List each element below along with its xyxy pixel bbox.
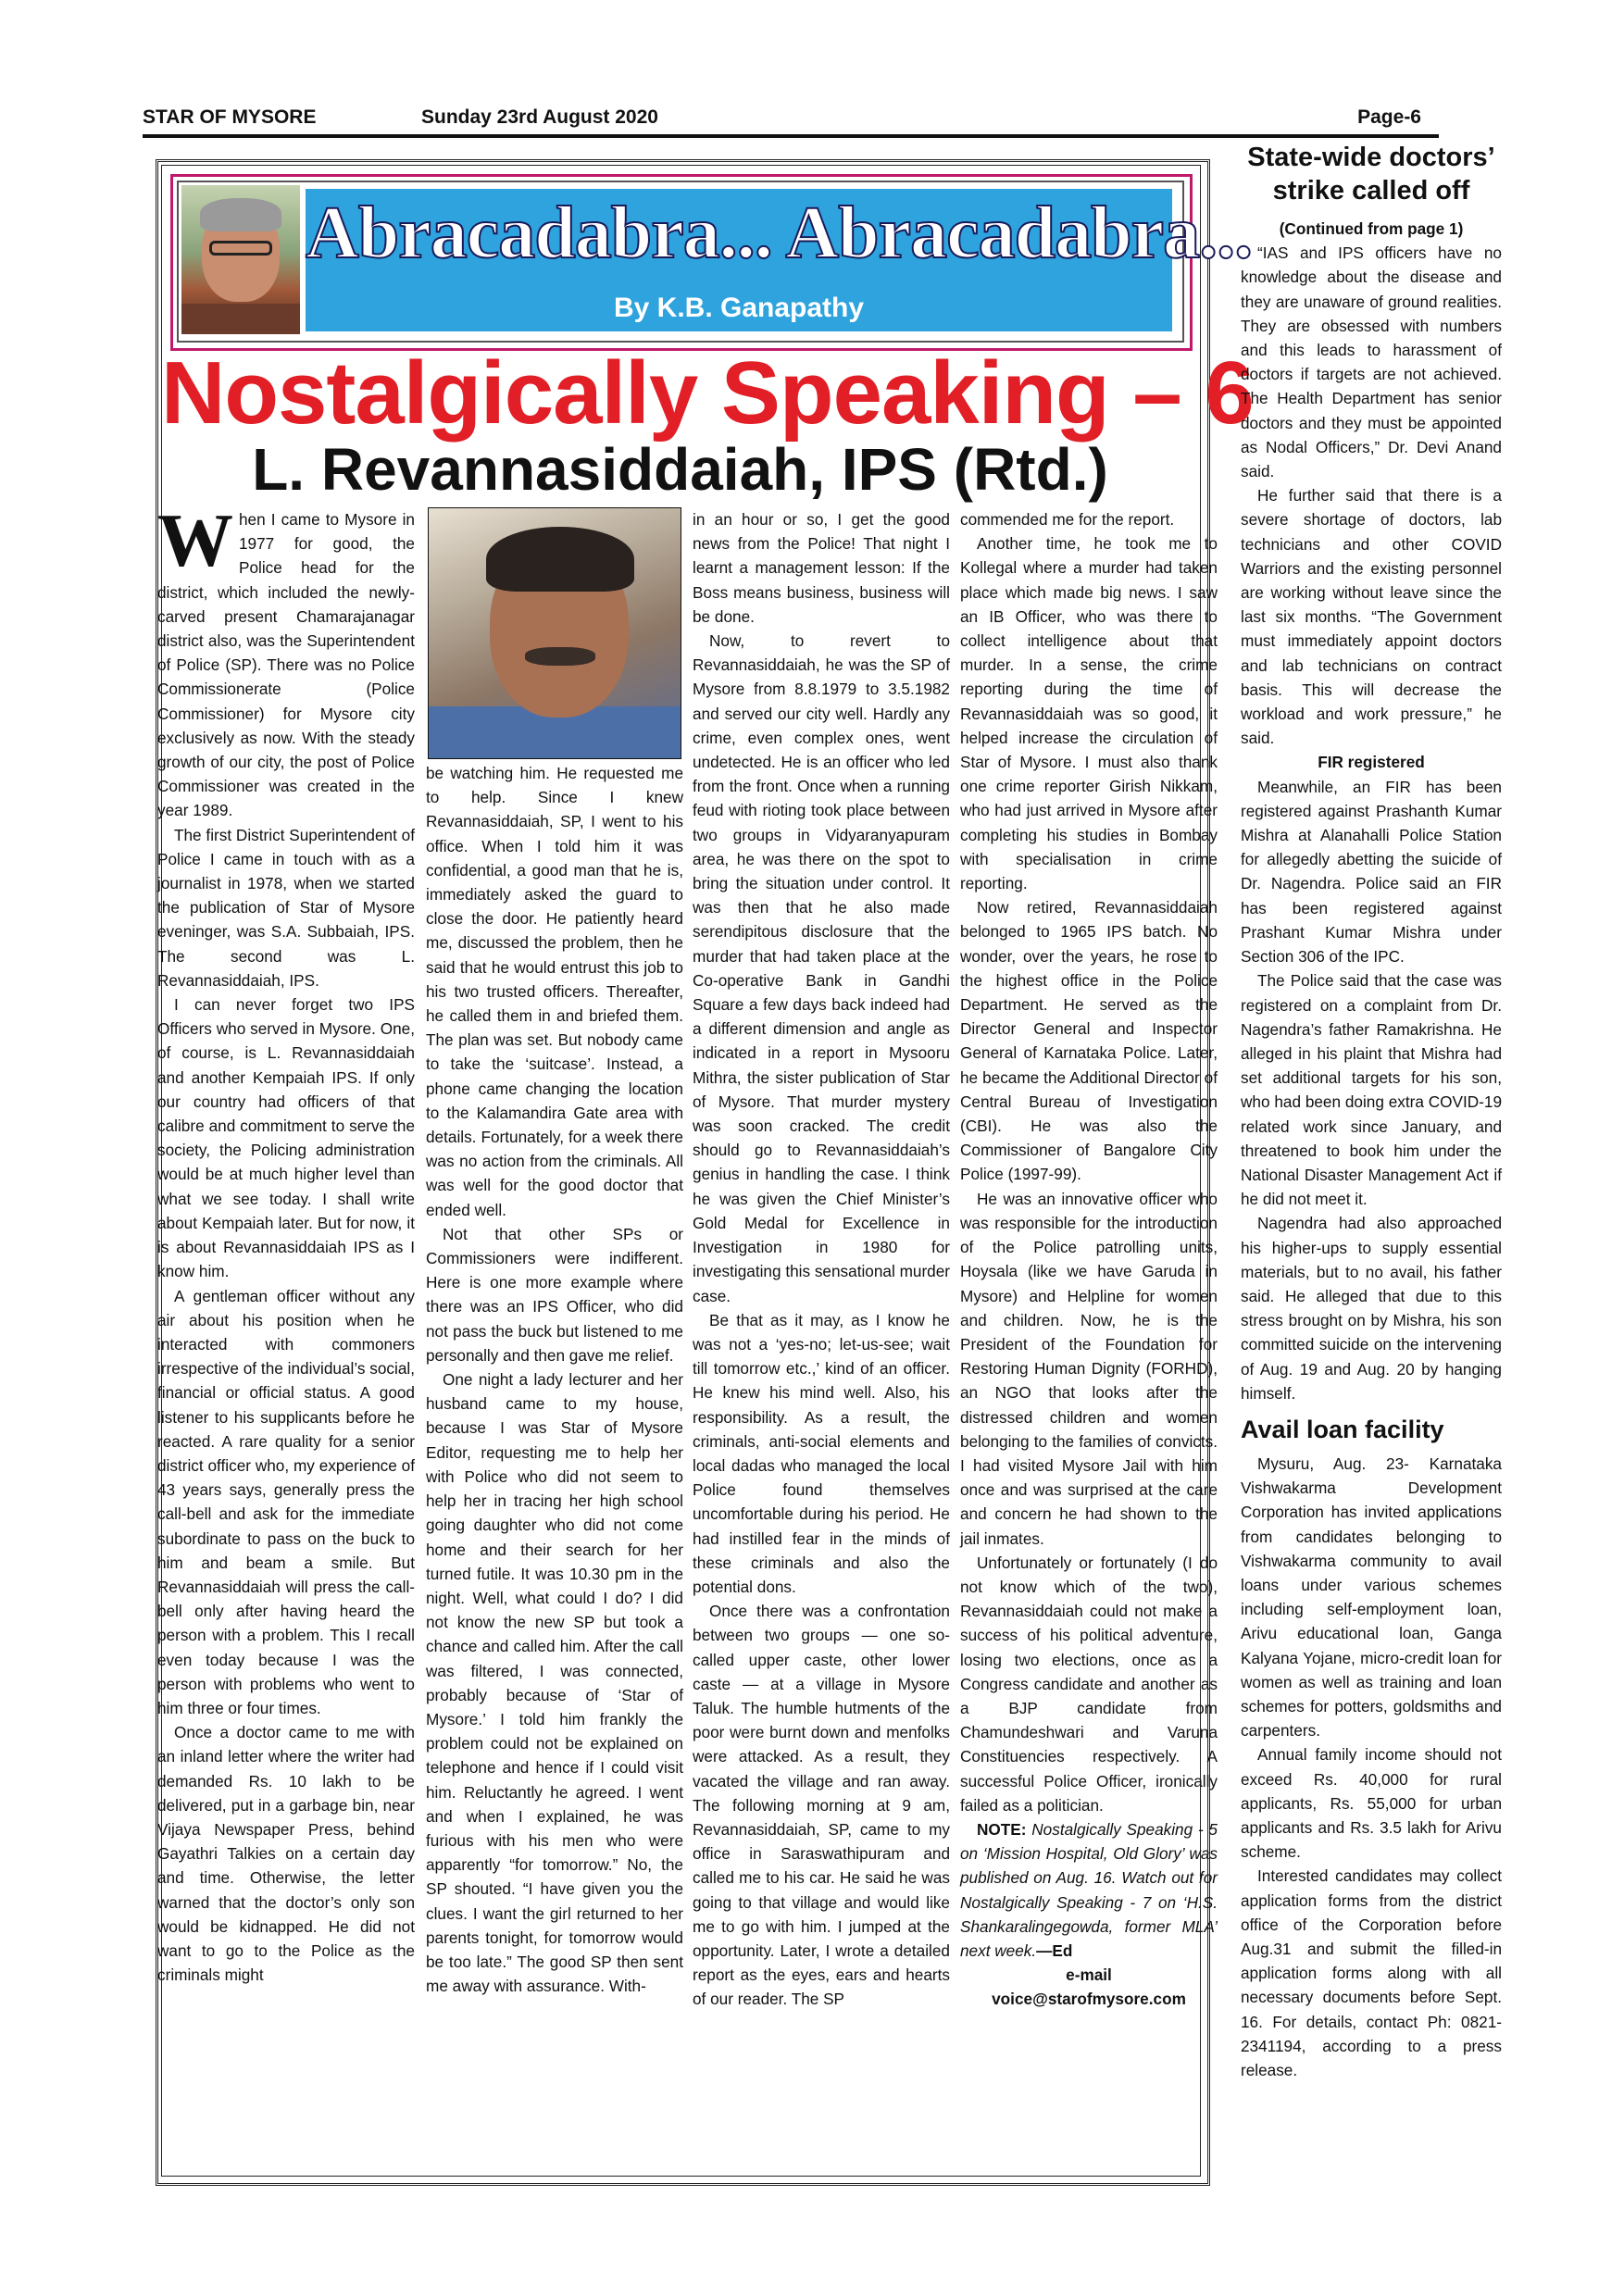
story1-continued: (Continued from page 1): [1279, 219, 1464, 238]
paper-name: STAR OF MYSORE: [143, 106, 317, 128]
article-column-4: [960, 507, 1218, 2012]
banner-title: Abracadabra... Abracadabra...: [306, 193, 1253, 274]
paragraph: Interested candidates may collect application forms from the district office of the Corporation before Aug.31 and submit the filled-in application forms along with all necessary documents before Sept. 16. For details, contact Ph: 0821-2341194, according to a press release.: [1241, 1866, 1502, 2080]
paragraph: be watching him. He requested me to help. Since I knew Revannasiddaiah, SP, I went to his office. When I told him it was confidential, a good man that he is, immediately asked the guard to close the door. He patiently heard me, discussed the problem, then he said that he would entrust this job to his two trusted officers. Thereafter, he called them in and briefed them. The plan was set. But nobody came to take the ‘suitcase’. Instead, a phone came changing the location to the Kalamandira Gate area with details. Fortunately, for a week there was no action from the criminals. All was well for the good doctor that ended well.: [426, 764, 683, 1219]
paragraph: hen I came to Mysore in 1977 for good, the Police head for the district, which included the newly-carved present Chamarajanagar district also, was the Superintendent of Police (SP). There was no Police Commissionerate (Police Commissioner) for Mysore city exclusively as now. With the steady growth of our city, the post of Police Commissioner was created in the year 1989.: [157, 510, 415, 820]
paragraph: Nagendra had also approached his higher-ups to supply essential materials, but to no avail, his father said. He alleged that due to this stress brought on by Mishra, his son committed suicide on the intervening of Aug. 19 and Aug. 20 by hanging himself.: [1241, 1214, 1502, 1403]
header-rule: [143, 134, 1439, 138]
paragraph: One night a lady lecturer and her husband came to my house, because I was Star of Mysore Editor, requesting me to help her with Police who did not seem to help her in tracing her high school going daughter who did not come home and their search for her turned futile. It was 10.30 pm in the night. Well, what could I do? I did not know the new SP but took a chance and called him. After the call was filtered, I was connected, probably because of ‘Star of Mysore.’ I told him frankly the problem could not be explained on telephone and hence if I could visit him. Reluctantly he agreed. I went and when I explained, he was furious with his men who were apparently “for tomorrow.” No, the SP shouted. “I have given you the clues. I want the girl returned to her parents tonight, for tomorrow would be too late.” The good SP then sent me away with assurance. With-: [426, 1370, 683, 1996]
paragraph: He was an innovative officer who was responsible for the introduction of the Police patrolling units, Hoysala (like we have Garuda in Mysore) and Helpline for women and children. Now, he is the President of the Foundation for Restoring Human Dignity (FORHD), an NGO that looks after the distressed children and women belonging to the families of convicts. I had visited Mysore Jail with him once and was surprised at the care and concern he had shown to the jail inmates.: [960, 1189, 1218, 1548]
paragraph: He further said that there is a severe shortage of doctors, lab technicians and other COVID Warriors and the existing personnel are working without leave since the last six months. “The Government must immediately appoint doctors and lab technicians on contract basis. This will decrease the workload and work pressure,” he said.: [1241, 486, 1502, 748]
banner-byline: By K.B. Ganapathy: [613, 293, 865, 323]
paragraph: Now retired, Revannasiddaiah belonged to 1965 IPS batch. No wonder, over the years, he rose to the highest office in the Police Department. He served as the Director General and Inspector General of Karnataka Police. Later, he became the Additional Director of Central Bureau of Investigation (CBI). He was also the Commissioner of Bangalore City Police (1997-99).: [960, 898, 1218, 1184]
email-label: e-mail: [1066, 1965, 1112, 1985]
note-text: Nostalgically Speaking - 5 on ‘Mission Hospital, Old Glory’ was published on Aug. 16. Watch out for Nostalgically Speaking - 7 on ‘H.S. Shankaralingegowda, former MLA’ next week.: [960, 1819, 1218, 1960]
paragraph: A gentleman officer without any air about his position when he interacted with commoners irrespective of the individual’s social, financial or official status. A good listener to his supplicants before he reacted. A rare quality for a senior district officer who, my experience of 43 years says, generally press the call-bell and ask for the immediate subordinate to pass on the buck to him and beam a smile. But Revannasiddaiah will press the call-bell only after having heard the person with a problem. This I recall even today because I was the person with problems who went to him three or four times.: [157, 1286, 415, 1717]
paragraph: in an hour or so, I get the good news from the Police! That night I learnt a management lesson: If the Boss means business, business will be done.: [693, 510, 950, 626]
paragraph: Once a doctor came to me with an inland letter where the writer had demanded Rs. 10 lakh to be delivered, put in a garbage bin, near Vijaya Newspaper Press, behind Gayathri Talkies on a certain day and time. Otherwise, the letter warned that the doctor’s only son would be kidnapped. He did not want to go to the Police as the criminals might: [157, 1723, 415, 1985]
paragraph: Now, to revert to Revannasiddaiah, he was the SP of Mysore from 8.8.1979 to 3.5.1982 and served our city well. Hardly any crime, even complex ones, went undetected. He is an officer who led from the front. Once when a running feud with rioting took place between two groups in Vidyaranyapuram area, he was there on the spot to bring the situation under control. It was then that he also made serendipitous disclosure that the murder that had taken place at the Co-operative Bank in Gandhi Square a few days back indeed had a different dimension and angle as indicated in a report in Mysooru Mithra, the sister publication of Star of Mysore. That murder mystery was soon cracked. The credit should go to Revannasiddaiah’s genius in handling the case. I think he was given the Chief Minister’s Gold Medal for Excellence in Investigation in 1980 for investigating this sensational murder case.: [693, 631, 951, 1305]
note-sign: —Ed: [1036, 1940, 1073, 1960]
paragraph: Be that as it may, as I know he was not a ‘yes-no; let-us-see; wait till tomorrow etc.,’ kind of an officer. He knew his mind well. Also, his responsibility. As a result, the criminals, anti-social elements and local dadas who managed the local Police found themselves uncomfortable during his period. He had instilled fear in the minds of these criminals and also the potential dons.: [693, 1310, 950, 1596]
issue-date: Sunday 23rd August 2020: [421, 106, 658, 128]
article-column-3: [693, 507, 950, 2012]
paragraph: “IAS and IPS officers have no knowledge about the disease and they are unaware of ground realities. They are obsessed with numbers and this leads to harassment of doctors if targets are not achieved. The Health Department has senior doctors and they must be appointed as Nodal Officers,” Dr. Devi Anand said.: [1241, 243, 1502, 481]
drop-cap: W: [157, 498, 233, 582]
paragraph: I can never forget two IPS Officers who served in Mysore. One, of course, is L. Revannasiddaiah and another Kempaiah IPS. If only our country had officers of that calibre and commitment to serve the society, the Policing administration would be at much higher level than what we see today. I shall write about Kempaiah later. But for now, it is about Revannasiddaiah IPS as I know him.: [157, 995, 415, 1281]
story1-subhead: FIR registered: [1318, 753, 1425, 772]
article-headline: Nostalgically Speaking – 6: [161, 343, 1254, 443]
paragraph: commended me for the report.: [960, 510, 1175, 529]
revannasiddaiah-photo: [428, 507, 681, 759]
article-column-2: [426, 761, 683, 1998]
paragraph: Annual family income should not exceed Rs. 40,000 for rural applicants, Rs. 55,000 for urban applicants and Rs. 3.5 lakh for Arivu scheme.: [1241, 1745, 1502, 1862]
article-column-1: [157, 498, 415, 1987]
page-number: Page-6: [1357, 106, 1421, 128]
article-subhead: L. Revannasiddaiah, IPS (Rtd.): [252, 436, 1108, 503]
paragraph: Meanwhile, an FIR has been registered against Prashanth Kumar Mishra at Alanahalli Police Station for allegedly abetting the suicide of Dr. Nagendra. Police said an FIR has been registered against Prashant Kumar Mishra under Section 306 of the IPC.: [1241, 777, 1502, 967]
paragraph: Mysuru, Aug. 23- Karnataka Vishwakarma Development Corporation has invited applications from candidates belonging to Vishwakarma community to avail loans under various schemes including self-employment loan, Arivu educational loan, Ganga Kalyana Yojane, micro-credit loan for women as well as training and loan schemes for potters, goldsmiths and carpenters.: [1241, 1454, 1502, 1741]
paragraph: Once there was a confrontation between two groups — one so-called upper caste, other lower caste — at a village in Mysore Taluk. The humble hutments of the poor were burnt down and menfolks were attacked. As a result, they vacated the village and ran away. The following morning at 9 am, Revannasiddaiah, SP, came to my office in Saraswathipuram and called me to his car. He said he was going to that village and would like me to go with him. I jumped at the opportunity. Later, I wrote a detailed report as the eyes, ears and hearts of our reader. The SP: [693, 1602, 950, 2009]
editor-note: [960, 1817, 1218, 1963]
story1-headline: State-wide doctors’ strike called off: [1247, 143, 1495, 206]
columnist-portrait: [181, 185, 300, 334]
note-label: NOTE:: [977, 1819, 1027, 1839]
sidebar: [1241, 141, 1502, 2082]
paragraph: Not that other SPs or Commissioners were indifferent. Here is one more example where there was an IPS Officer, who did not pass the buck but listened to me personally and then gave me relief.: [426, 1224, 683, 1365]
paragraph: The first District Superintendent of Police I came in touch with as a journalist in 1978, when we started the publication of Star of Mysore eveninger, was S.A. Subbaiah, IPS. The second was L. Revannasiddaiah, IPS.: [157, 825, 415, 990]
paragraph: The Police said that the case was registered on a complaint from Dr. Nagendra’s father Ramakrishna. He alleged in his plaint that Mishra had set additional targets for his son, who had been doing extra COVID-19 related work since January, and threatened to book him under the National Disaster Management Act if he did not meet it.: [1241, 971, 1502, 1209]
paragraph: Unfortunately or fortunately (I do not know which of the two), Revannasiddaiah could not make a success of his political adventure, losing two elections, once as a Congress candidate and another as a BJP candidate from Chamundeshwari and Varuna Constituencies respectively. A successful Police Officer, ironically failed as a politician.: [960, 1553, 1218, 1815]
email-address[interactable]: voice@starofmysore.com: [992, 1990, 1186, 2009]
paragraph: Another time, he took me to Kollegal where a murder had taken place which made big news. I saw an IB Officer, who was there to collect intelligence about that murder. In a sense, the crime reporting during the time of Revannasiddaiah was so good, it helped increase the circulation of Star of Mysore. I must also thank one crime reporter Girish Nikkam, who had just arrived in Mysore after completing his studies in Bombay with specialisation in crime reporting.: [960, 534, 1218, 893]
story2-headline: Avail loan facility: [1241, 1415, 1444, 1443]
